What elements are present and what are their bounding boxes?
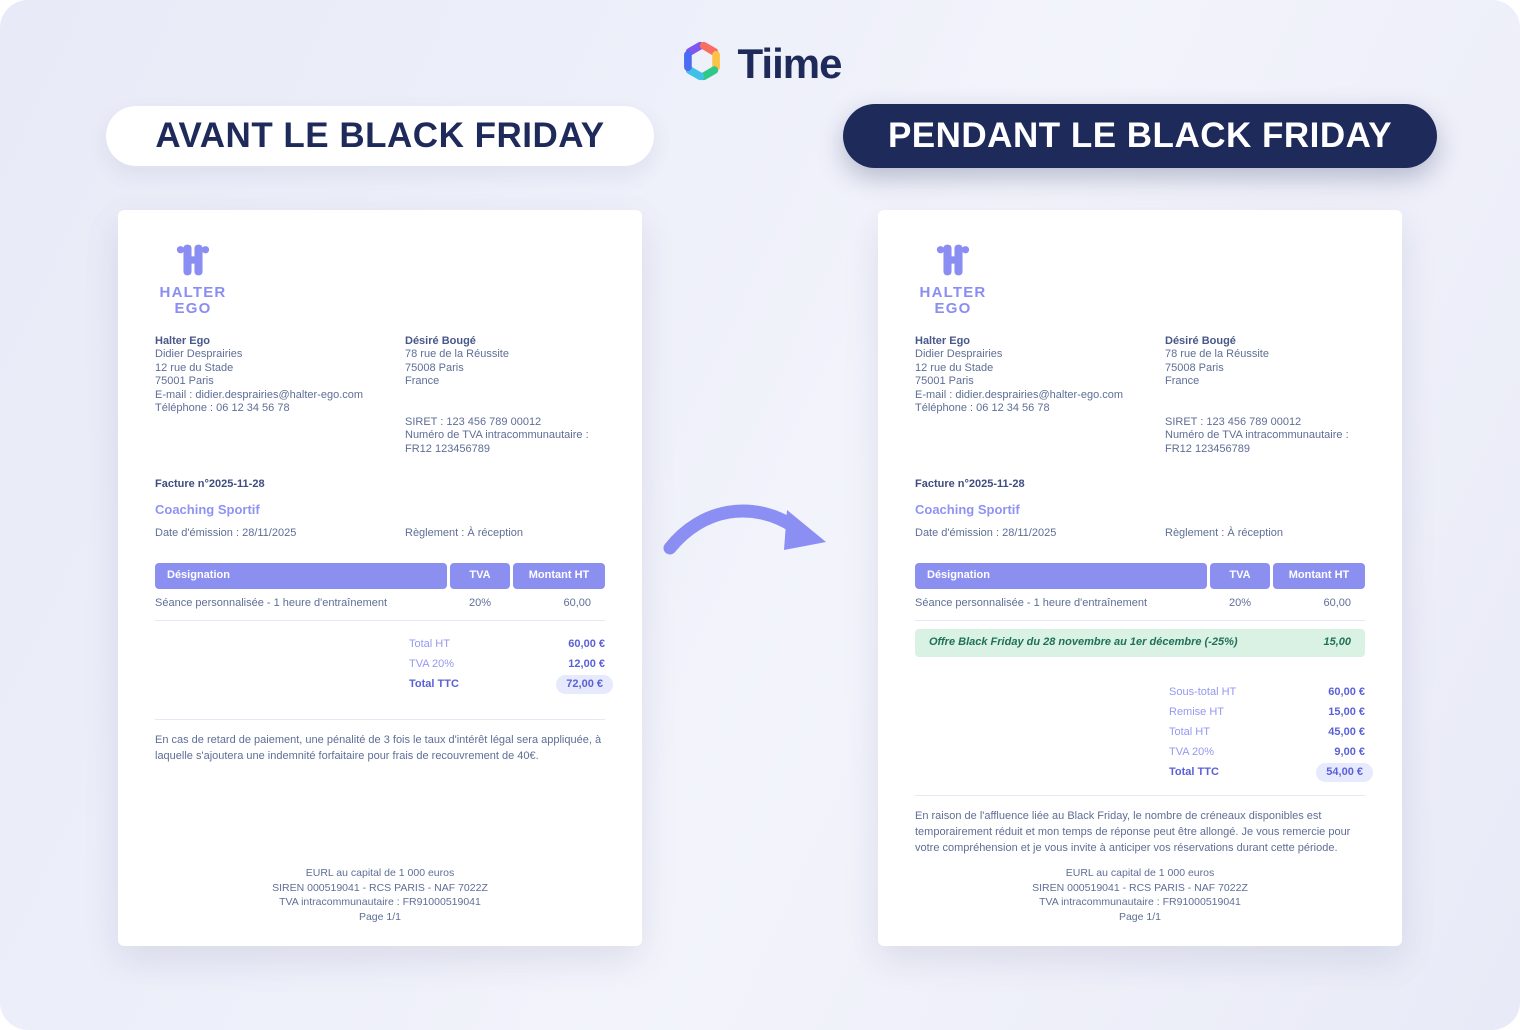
- totals-block: [409, 635, 605, 695]
- total-label: Total HT: [409, 637, 450, 650]
- row-montant: 60,00: [1323, 597, 1351, 610]
- recipient-line: 75008 Paris: [1165, 361, 1224, 374]
- sender-line: 12 rue du Stade: [915, 361, 994, 374]
- col-designation: Désignation: [915, 563, 1207, 589]
- brand-name: Tiime: [737, 39, 842, 87]
- recipient-tva-label: Numéro de TVA intracommunautaire :: [405, 429, 589, 441]
- total-label: Total TTC: [1169, 765, 1219, 778]
- total-label: Sous-total HT: [1169, 685, 1237, 698]
- logo-text-halter: HALTER: [159, 283, 227, 301]
- payment-terms: Règlement : À réception: [1165, 527, 1284, 539]
- logo-text-ego: EGO: [174, 299, 212, 317]
- recipient-line: 78 rue de la Réussite: [1165, 348, 1269, 360]
- recipient-line: 75008 Paris: [405, 361, 464, 374]
- halter-ego-logo: [915, 240, 991, 317]
- address-block: [155, 335, 605, 457]
- total-value: 60,00 €: [1328, 685, 1365, 698]
- table-row: [155, 589, 605, 621]
- sender-line: 75001 Paris: [155, 375, 214, 387]
- badge-avant-black-friday: AVANT LE BLACK FRIDAY: [106, 106, 654, 166]
- sender-line: E-mail : didier.desprairies@halter-ego.com: [915, 388, 1124, 401]
- dumbbell-icon: [931, 240, 975, 285]
- sender-line: Didier Desprairies: [915, 348, 1003, 360]
- curved-arrow-right-icon: [660, 486, 835, 571]
- sender-line: Didier Desprairies: [155, 348, 243, 360]
- emission-date: Date d'émission : 28/11/2025: [915, 527, 1057, 539]
- footer-line: TVA intracommunautaire : FR91000519041: [1039, 896, 1241, 908]
- invoice-dates: [155, 527, 605, 541]
- invoice-footer: [878, 866, 1402, 924]
- black-friday-offer-row: [915, 629, 1365, 657]
- total-row-sous-total: [1169, 683, 1365, 703]
- table-header: [915, 563, 1365, 589]
- recipient-tva-label: Numéro de TVA intracommunautaire :: [1165, 429, 1349, 441]
- sender-line: 75001 Paris: [915, 375, 974, 387]
- footer-page: Page 1/1: [1118, 910, 1162, 923]
- sender-address: [915, 335, 1165, 457]
- invoice-during: [878, 210, 1402, 946]
- legal-note: En cas de retard de paiement, une pénalité de 3 fois le taux d'intérêt légal sera appliquée, à laquelle s'ajoutera une indemnité forfaitaire pour frais de recouvrement de 40€.: [155, 733, 602, 762]
- service-title: Coaching Sportif: [915, 501, 1020, 517]
- service-title: Coaching Sportif: [155, 501, 260, 517]
- footer-line: SIREN 000519041 - RCS PARIS - NAF 7022Z: [272, 881, 488, 894]
- footer-line: SIREN 000519041 - RCS PARIS - NAF 7022Z: [1032, 881, 1248, 894]
- total-row-tva: [409, 655, 605, 675]
- col-tva: TVA: [1210, 563, 1270, 589]
- payment-terms: Règlement : À réception: [405, 527, 524, 539]
- footer-line: TVA intracommunautaire : FR91000519041: [279, 896, 481, 908]
- footer-line: EURL au capital de 1 000 euros: [305, 867, 455, 879]
- invoice-before: [118, 210, 642, 946]
- col-montant-ht: Montant HT: [513, 563, 605, 589]
- sender-name: Halter Ego: [915, 334, 971, 347]
- row-tva: 20%: [1228, 597, 1252, 610]
- total-value: 12,00 €: [568, 657, 605, 670]
- invoice-footer: [118, 866, 642, 924]
- badge-pendant-black-friday: PENDANT LE BLACK FRIDAY: [843, 104, 1437, 168]
- footer-page: Page 1/1: [358, 910, 402, 923]
- logo-text-ego: EGO: [934, 299, 972, 317]
- recipient-line: 78 rue de la Réussite: [405, 348, 509, 360]
- total-ttc-value: 72,00 €: [556, 675, 613, 695]
- total-value: 60,00 €: [568, 637, 605, 650]
- sender-name: Halter Ego: [155, 334, 211, 347]
- dumbbell-icon: [171, 240, 215, 285]
- recipient-siret: SIRET : 123 456 789 00012: [1165, 415, 1302, 428]
- divider: [155, 719, 605, 720]
- total-value: 45,00 €: [1328, 725, 1365, 738]
- total-label: TVA 20%: [1169, 745, 1215, 758]
- recipient-name: Désiré Bougé: [1165, 334, 1236, 347]
- recipient-line: France: [1165, 375, 1200, 387]
- sender-line: 12 rue du Stade: [155, 361, 234, 374]
- offer-label: Offre Black Friday du 28 novembre au 1er décembre (-25%): [929, 635, 1238, 648]
- logo-text-halter: HALTER: [919, 283, 987, 301]
- recipient-tva-value: FR12 123456789: [405, 442, 491, 455]
- recipient-address: [405, 335, 605, 457]
- brand-header: [0, 38, 1520, 89]
- total-ttc-value: 54,00 €: [1316, 763, 1373, 783]
- row-designation: Séance personnalisée - 1 heure d'entraînement: [915, 597, 1148, 610]
- total-row-ht: [409, 635, 605, 655]
- table-row: [915, 589, 1365, 621]
- col-tva: TVA: [450, 563, 510, 589]
- total-value: 15,00 €: [1328, 705, 1365, 718]
- total-label: Remise HT: [1169, 705, 1225, 718]
- recipient-siret: SIRET : 123 456 789 00012: [405, 415, 542, 428]
- totals-block: [1169, 683, 1365, 783]
- total-row-ttc: [1169, 763, 1365, 783]
- invoice-number: Facture n°2025-11-28: [155, 478, 265, 490]
- total-row-ht: [1169, 723, 1365, 743]
- footer-line: EURL au capital de 1 000 euros: [1065, 867, 1215, 879]
- halter-ego-logo: [155, 240, 231, 317]
- sender-line: Téléphone : 06 12 34 56 78: [155, 402, 290, 414]
- sender-address: [155, 335, 405, 457]
- total-value: 9,00 €: [1334, 745, 1365, 758]
- total-label: TVA 20%: [409, 657, 455, 670]
- black-friday-note: En raison de l'affluence liée au Black Friday, le nombre de créneaux disponibles est temporairement réduit et mon temps de réponse peut être allongé. Je vous remercie pour votre compréhension et je vous invite à anticiper vos réservations durant cette période.: [915, 809, 1351, 854]
- offer-value: 15,00: [1323, 635, 1351, 648]
- invoice-number: Facture n°2025-11-28: [915, 478, 1025, 490]
- total-label: Total TTC: [409, 677, 459, 690]
- tiime-hexagon-icon: [679, 38, 725, 89]
- sender-line: Téléphone : 06 12 34 56 78: [915, 402, 1050, 414]
- recipient-tva-value: FR12 123456789: [1165, 442, 1251, 455]
- recipient-name: Désiré Bougé: [405, 334, 476, 347]
- total-row-remise: [1169, 703, 1365, 723]
- col-montant-ht: Montant HT: [1273, 563, 1365, 589]
- row-montant: 60,00: [563, 597, 591, 610]
- row-tva: 20%: [468, 597, 492, 610]
- total-row-tva: [1169, 743, 1365, 763]
- emission-date: Date d'émission : 28/11/2025: [155, 527, 297, 539]
- total-label: Total HT: [1169, 725, 1210, 738]
- table-header: [155, 563, 605, 589]
- col-designation: Désignation: [155, 563, 447, 589]
- divider: [915, 795, 1365, 796]
- row-designation: Séance personnalisée - 1 heure d'entraînement: [155, 597, 388, 610]
- total-row-ttc: [409, 675, 605, 695]
- sender-line: E-mail : didier.desprairies@halter-ego.com: [155, 388, 364, 401]
- invoice-dates: [915, 527, 1365, 541]
- address-block: [915, 335, 1365, 457]
- recipient-line: France: [405, 375, 440, 387]
- recipient-address: [1165, 335, 1365, 457]
